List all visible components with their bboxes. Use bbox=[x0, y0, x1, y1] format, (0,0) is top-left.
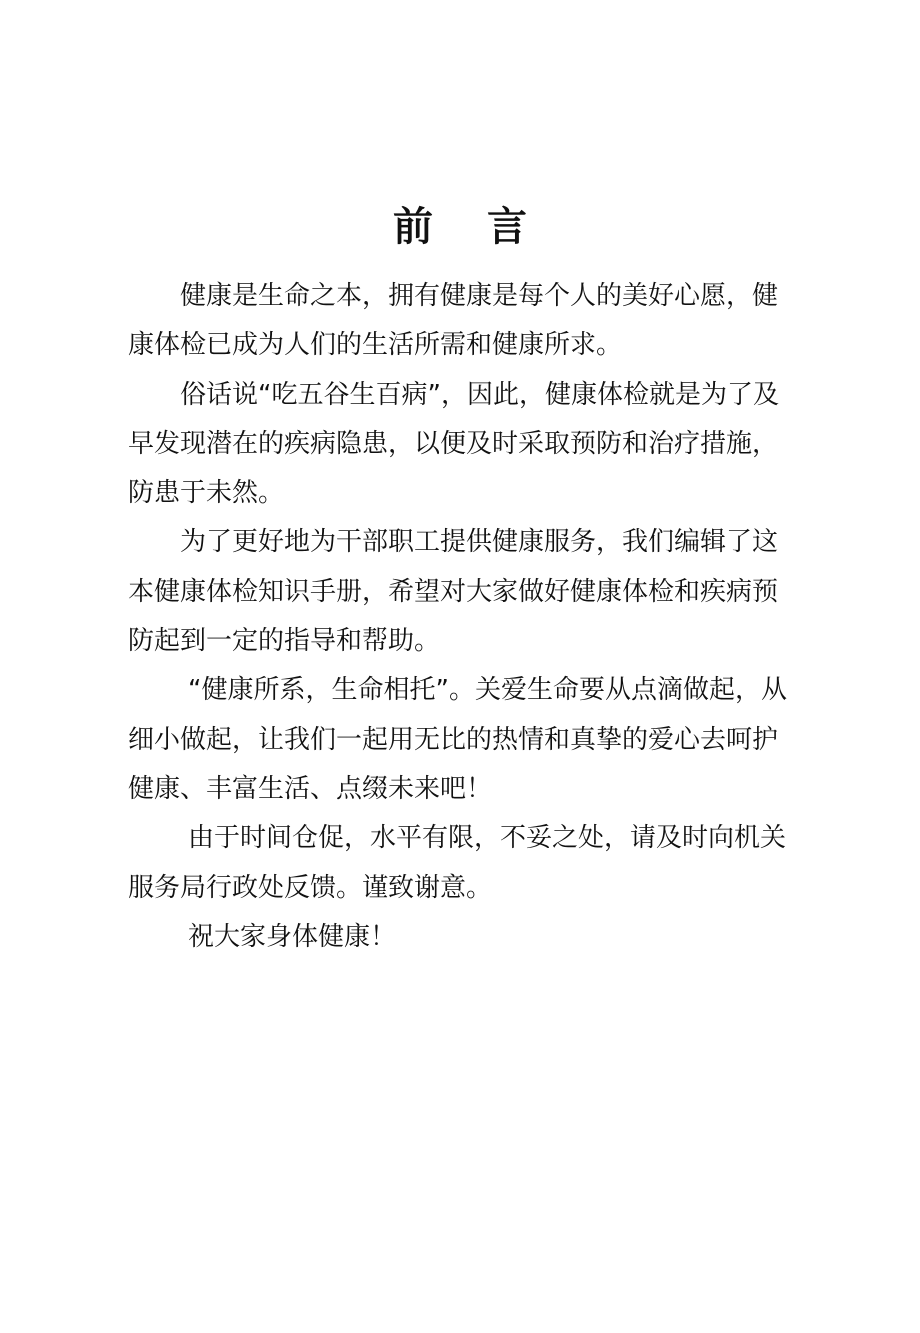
paragraph-5: 由于时间仓促，水平有限，不妥之处，请及时向机关服务局行政处反馈。谨致谢意。 bbox=[128, 823, 787, 903]
paragraph-1: 健康是生命之本，拥有健康是每个人的美好心愿，健康体检已成为人们的生活所需和健康所求。 bbox=[128, 281, 779, 361]
paragraph-4: “健康所系，生命相托”。关爱生命要从点滴做起，从细小做起，让我们一起用无比的热情和真挚的爱心去呵护健康、丰富生活、点缀未来吧！ bbox=[128, 675, 787, 804]
page-title: 前言 bbox=[393, 203, 581, 250]
paragraph-3: 为了更好地为干部职工提供健康服务，我们编辑了这本健康体检知识手册，希望对大家做好健康体检和疾病预防起到一定的指导和帮助。 bbox=[128, 527, 779, 657]
document-body bbox=[128, 272, 800, 962]
paragraph-6: 祝大家身体健康！ bbox=[188, 921, 397, 952]
paragraph-2: 俗话说“吃五谷生百病”，因此，健康体检就是为了及早发现潜在的疾病隐患，以便及时采取预防和治疗措施，防患于未然。 bbox=[128, 379, 779, 509]
